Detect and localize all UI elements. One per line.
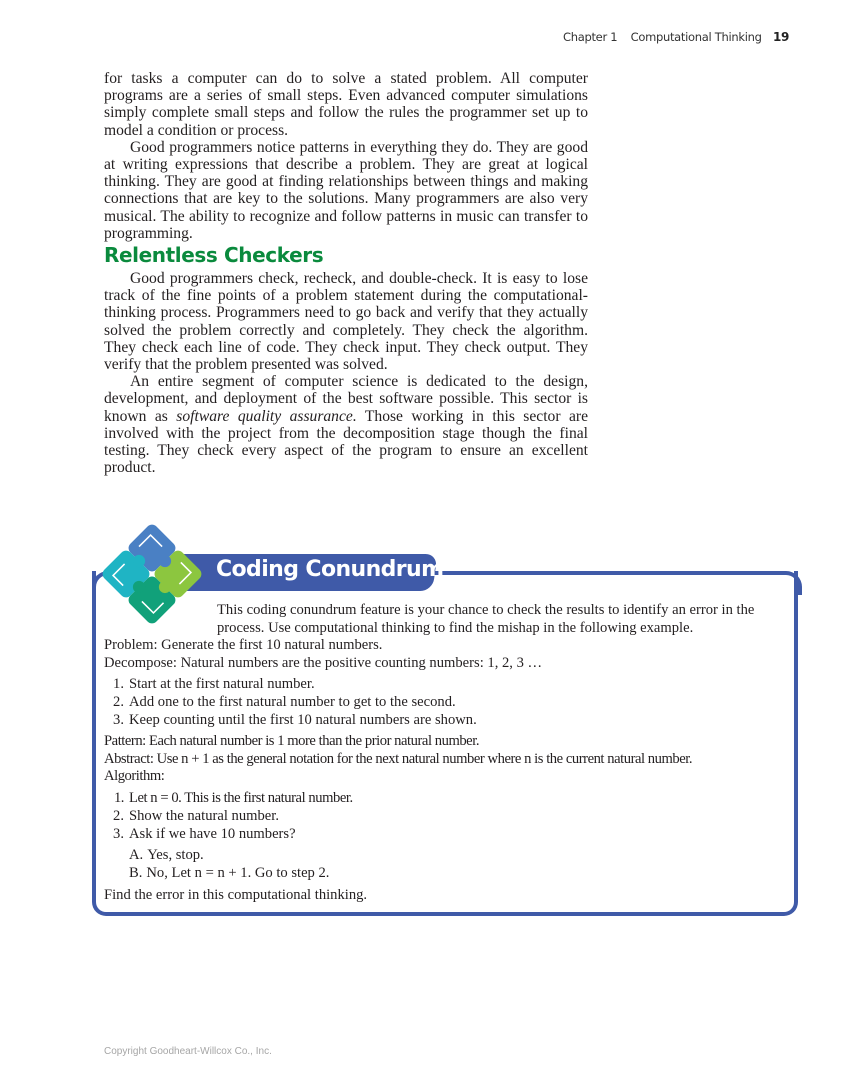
paragraph-text: Those working in this sector are involved with the project from the decomposition stage though the final testing. They check every aspect of the program to ensure an excellent product. (104, 407, 588, 477)
decompose-steps (104, 676, 794, 730)
algorithm-substeps (129, 847, 794, 883)
list-text: Keep counting until the first 10 natural numbers are shown. (129, 712, 477, 728)
algorithm-steps-continued (104, 808, 794, 844)
problem-statement: Problem: Generate the first 10 natural numbers. (104, 637, 383, 653)
page-number: 19 (773, 30, 790, 44)
list-item (104, 712, 794, 730)
intro-text (104, 70, 588, 242)
list-text: Start at the first natural number. (129, 676, 315, 692)
decompose-statement: Decompose: Natural numbers are the positive counting numbers: 1, 2, 3 … (104, 654, 543, 671)
section-body (104, 270, 588, 476)
box-border (425, 571, 802, 595)
list-number: 1. (113, 676, 124, 692)
copyright-footer: Copyright Goodheart-Willcox Co., Inc. (104, 1046, 272, 1057)
paragraph: Good programmers notice patterns in everything they do. They are good at writing expressions that describe a problem. They are great at logical thinking. They are good at finding relationships between things and making connections that are key to the solutions. Many programmers are also very musical. The ability to recognize and follow patterns in music can transfer to programming. (104, 138, 588, 242)
list-text: Let n = 0. This is the first natural number. (129, 789, 353, 806)
paragraph (104, 373, 588, 476)
list-text: Ask if we have 10 numbers? (129, 825, 296, 842)
list-number: 2. (113, 807, 124, 824)
puzzle-pieces-icon (101, 523, 203, 625)
list-item (104, 676, 794, 694)
list-number: 2. (113, 694, 124, 710)
closing-prompt: Find the error in this computational thinking. (104, 886, 368, 903)
key-term: software quality assurance. (176, 407, 357, 425)
feature-intro: This coding conundrum feature is your chance to check the results to identify an error in the process. Use computational thinking to find the mishap in the following example. (217, 602, 755, 636)
chapter-title: Computational Thinking (630, 30, 762, 44)
running-head (563, 30, 793, 44)
list-text: No, Let n = n + 1. Go to step 2. (146, 864, 330, 881)
list-text: Yes, stop. (147, 846, 204, 863)
paragraph-text: An entire segment of computer science is dedicated to the design, development, and deployment of the best software possible. This sector is known as (104, 373, 588, 425)
algorithm-label: Algorithm: (104, 768, 165, 784)
list-text: Add one to the first natural number to get to the second. (129, 694, 456, 710)
list-item (104, 790, 794, 808)
list-text: Show the natural number. (129, 807, 279, 824)
list-letter: A. (129, 846, 144, 863)
list-number: 3. (113, 712, 124, 728)
list-letter: B. (129, 864, 143, 881)
list-item (129, 865, 794, 883)
list-item (129, 847, 794, 865)
pattern-statement: Pattern: Each natural number is 1 more than the prior natural number. (104, 733, 480, 749)
feature-title: Coding Conundrum (216, 557, 444, 582)
list-item (104, 808, 794, 826)
algorithm-steps (104, 790, 794, 808)
list-item (104, 826, 794, 844)
conundrum-body (104, 637, 794, 904)
list-number: 3. (113, 825, 124, 842)
list-item (104, 694, 794, 712)
paragraph: Good programmers check, recheck, and double-check. It is easy to lose track of the fine points of a problem statement during the computational-thinking process. Programmers need to go back and verify that they actually solved the problem correctly and completely. They check the algorithm. They check each line of code. They check input. They check output. They verify that the problem presented was solved. (104, 270, 588, 374)
list-number: 1. (113, 789, 124, 806)
section-heading: Relentless Checkers (104, 243, 324, 267)
abstract-statement: Abstract: Use n + 1 as the general notation for the next natural number where n is the current natural number. (104, 750, 693, 767)
chapter-label: Chapter 1 (563, 30, 618, 44)
paragraph: for tasks a computer can do to solve a stated problem. All computer programs are a series of small steps. Even advanced computer simulations simply complete small steps and follow the rules the programmer set up to model a condition or process. (104, 70, 588, 139)
